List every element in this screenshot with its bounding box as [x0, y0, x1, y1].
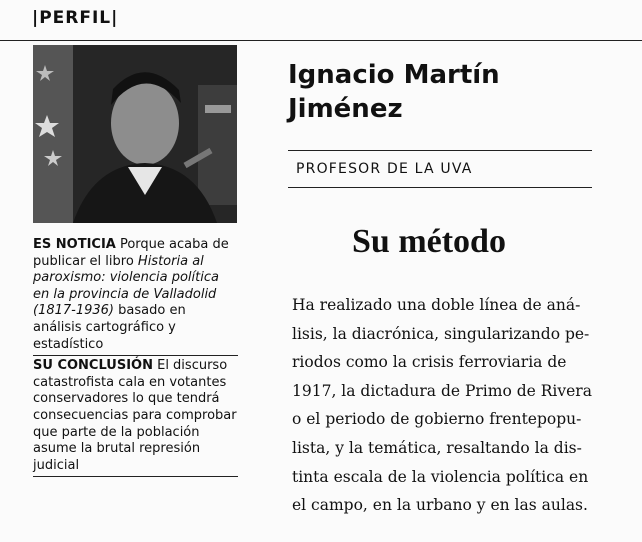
noticia-text-1: Porque acaba de publicar el libro	[33, 237, 229, 269]
noticia-label: ES NOTICIA	[33, 237, 116, 252]
left-column	[33, 237, 238, 477]
body-line: el campo, en la urbano y en las aulas.	[292, 496, 588, 515]
left-divider	[33, 355, 238, 356]
body-line: o el periodo de gobierno frentepopu-	[292, 410, 582, 429]
body-line: lista, y la temática, resaltando la dis-	[292, 438, 582, 457]
noticia-text-2: basado en análisis cartográfico y estadístico	[33, 303, 186, 352]
section-tag: |PERFIL|	[32, 8, 119, 28]
left-bottom-divider	[33, 476, 238, 477]
conclusion-block	[33, 358, 238, 474]
name-line-2: Jiménez	[288, 94, 403, 124]
profile-name	[288, 58, 618, 126]
body-line: 1917, la dictadura de Primo de Rivera	[292, 381, 592, 400]
portrait-photo	[33, 45, 237, 223]
noticia-book-title: Historia al paroxismo: violencia política en la provincia de Valladolid (1817-1936)	[33, 253, 219, 319]
top-divider	[0, 40, 642, 41]
conclusion-label: SU CONCLUSIÓN	[33, 358, 153, 374]
conclusion-text: El discurso catastrofista cala en votantes conservadores lo que tendrá consecuencias para comprobar que parte de la población asume la brutal represión judicial	[33, 358, 237, 473]
body-line: lisis, la diacrónica, singularizando pe-	[292, 324, 590, 343]
article-headline: Su método	[352, 223, 506, 260]
name-divider	[288, 150, 592, 151]
profile-role: PROFESOR DE LA UVA	[296, 161, 473, 177]
body-line: tinta escala de la violencia política en	[292, 467, 589, 486]
portrait-illustration	[33, 45, 237, 223]
name-line-1: Ignacio Martín	[288, 60, 500, 90]
body-line: riodos como la crisis ferroviaria de	[292, 353, 567, 372]
role-divider	[288, 187, 592, 188]
article-body	[292, 291, 604, 520]
body-line: Ha realizado una doble línea de aná-	[292, 296, 581, 314]
noticia-block	[33, 237, 238, 353]
